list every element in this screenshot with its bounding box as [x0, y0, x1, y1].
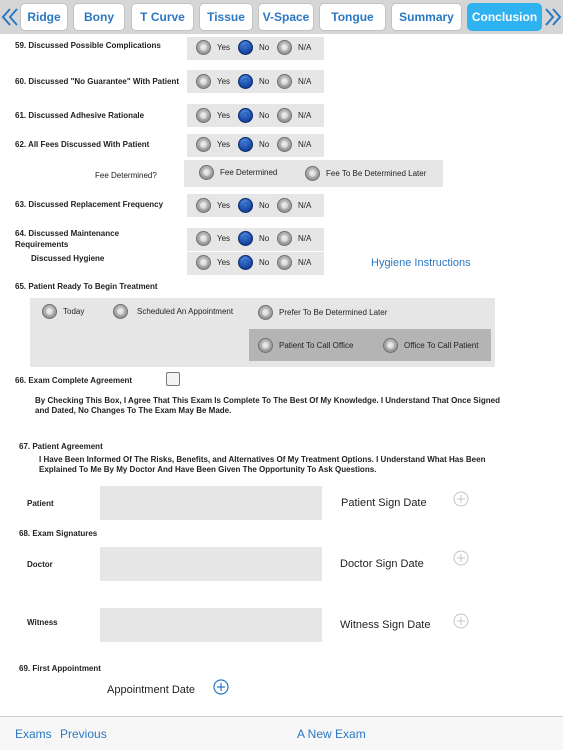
radio-icon	[196, 137, 211, 152]
tab-v-space[interactable]: V-Space	[258, 3, 314, 31]
radio-icon	[277, 40, 292, 55]
q63-no[interactable]: No	[238, 198, 269, 213]
double-chevron-left-icon[interactable]	[0, 6, 20, 28]
tab-bony[interactable]: Bony	[73, 3, 125, 31]
patient-sign-date-label: Patient Sign Date	[341, 497, 427, 509]
radio-icon	[113, 304, 128, 319]
radio-icon	[199, 165, 214, 180]
q66-label: 66. Exam Complete Agreement	[15, 376, 133, 385]
hygiene-instructions-link[interactable]: Hygiene Instructions	[371, 257, 471, 269]
q65-office-call[interactable]: Office To Call Patient	[383, 338, 478, 353]
tab-ridge[interactable]: Ridge	[20, 3, 68, 31]
radio-icon	[42, 304, 57, 319]
radio-selected-icon	[238, 231, 253, 246]
new-exam-link[interactable]: A New Exam	[297, 727, 366, 741]
radio-icon	[277, 74, 292, 89]
q67-agreement-text: I Have Been Informed Of The Risks, Benefits, and Alternatives Of My Treatment Options. I Understand What Has Been Explained To Me By My Doctor And Have Been Given The Opportunity To Ask Questions.	[39, 455, 486, 474]
doctor-signature-field[interactable]	[100, 547, 322, 581]
q60-na[interactable]: N/A	[277, 74, 311, 89]
q65-prefer-later[interactable]: Prefer To Be Determined Later	[258, 305, 387, 320]
q63-na[interactable]: N/A	[277, 198, 311, 213]
radio-icon	[277, 255, 292, 270]
witness-signature-field[interactable]	[100, 608, 322, 642]
radio-icon	[196, 74, 211, 89]
radio-icon	[277, 137, 292, 152]
radio-icon	[258, 305, 273, 320]
witness-date-add-icon[interactable]	[453, 613, 469, 629]
q68-label: 68. Exam Signatures	[19, 529, 98, 538]
q62-label: 62. All Fees Discussed With Patient	[15, 140, 150, 149]
form-scroll-area[interactable]	[0, 34, 563, 716]
q60-no[interactable]: No	[238, 74, 269, 89]
tab-tongue[interactable]: Tongue	[319, 3, 386, 31]
q59-label: 59. Discussed Possible Complications	[15, 41, 161, 50]
radio-icon	[196, 255, 211, 270]
q60-label: 60. Discussed "No Guarantee" With Patient	[15, 77, 179, 86]
hygiene-no[interactable]: No	[238, 255, 269, 270]
q61-na[interactable]: N/A	[277, 108, 311, 123]
q64-yes[interactable]: Yes	[196, 231, 230, 246]
q63-yes[interactable]: Yes	[196, 198, 230, 213]
hygiene-yes[interactable]: Yes	[196, 255, 230, 270]
q61-yes[interactable]: Yes	[196, 108, 230, 123]
q62-no[interactable]: No	[238, 137, 269, 152]
doctor-date-add-icon[interactable]	[453, 550, 469, 566]
tab-summary[interactable]: Summary	[391, 3, 462, 31]
radio-icon	[383, 338, 398, 353]
q61-no[interactable]: No	[238, 108, 269, 123]
appointment-date-label: Appointment Date	[107, 684, 196, 696]
previous-link[interactable]: Previous	[60, 727, 107, 741]
q69-label: 69. First Appointment	[19, 664, 101, 673]
tab-conclusion[interactable]: Conclusion	[467, 3, 542, 31]
radio-icon	[305, 166, 320, 181]
radio-selected-icon	[238, 40, 253, 55]
fee-determined-option[interactable]: Fee Determined	[199, 165, 277, 180]
radio-icon	[196, 231, 211, 246]
radio-icon	[196, 108, 211, 123]
q66-agreement-text: By Checking This Box, I Agree That This Exam Is Complete To The Best Of My Knowledge. I Understand That Once Signed and Dated, No Changes To The Exam May Be Made.	[35, 396, 500, 415]
exams-link[interactable]: Exams	[15, 727, 52, 741]
tab-bar	[0, 0, 563, 34]
radio-icon	[277, 198, 292, 213]
q62-na[interactable]: N/A	[277, 137, 311, 152]
double-chevron-right-icon[interactable]	[543, 6, 563, 28]
radio-selected-icon	[238, 255, 253, 270]
radio-icon	[258, 338, 273, 353]
fee-later-option[interactable]: Fee To Be Determined Later	[305, 166, 426, 181]
radio-icon	[277, 108, 292, 123]
q59-yes[interactable]: Yes	[196, 40, 230, 55]
q65-label: 65. Patient Ready To Begin Treatment	[15, 282, 158, 291]
radio-selected-icon	[238, 137, 253, 152]
q65-patient-call[interactable]: Patient To Call Office	[258, 338, 353, 353]
radio-icon	[196, 40, 211, 55]
tab-t-curve[interactable]: T Curve	[131, 3, 194, 31]
radio-selected-icon	[238, 108, 253, 123]
q61-label: 61. Discussed Adhesive Rationale	[15, 111, 145, 120]
q67-label: 67. Patient Agreement	[19, 442, 103, 451]
hygiene-label: Discussed Hygiene	[31, 254, 105, 263]
radio-icon	[277, 231, 292, 246]
patient-signature-field[interactable]	[100, 486, 322, 520]
patient-signature-label: Patient	[27, 499, 54, 508]
tab-tissue[interactable]: Tissue	[199, 3, 253, 31]
q60-yes[interactable]: Yes	[196, 74, 230, 89]
q65-today[interactable]: Today	[42, 304, 84, 319]
q62-yes[interactable]: Yes	[196, 137, 230, 152]
exam-complete-checkbox[interactable]	[166, 372, 180, 386]
q65-scheduled[interactable]: Scheduled An Appointment	[113, 304, 233, 319]
q59-no[interactable]: No	[238, 40, 269, 55]
appointment-date-add-icon[interactable]	[213, 679, 229, 695]
footer-toolbar	[0, 716, 563, 750]
q64-label: 64. Discussed Maintenance Requirements	[15, 229, 120, 249]
q63-label: 63. Discussed Replacement Frequency	[15, 200, 164, 209]
witness-signature-label: Witness	[27, 618, 58, 627]
q64-no[interactable]: No	[238, 231, 269, 246]
radio-selected-icon	[238, 198, 253, 213]
patient-date-add-icon[interactable]	[453, 491, 469, 507]
witness-sign-date-label: Witness Sign Date	[340, 619, 431, 631]
doctor-signature-label: Doctor	[27, 560, 53, 569]
q59-na[interactable]: N/A	[277, 40, 311, 55]
radio-icon	[196, 198, 211, 213]
doctor-sign-date-label: Doctor Sign Date	[340, 558, 424, 570]
hygiene-na[interactable]: N/A	[277, 255, 311, 270]
q64-na[interactable]: N/A	[277, 231, 311, 246]
fee-determined-label: Fee Determined?	[95, 171, 157, 180]
radio-selected-icon	[238, 74, 253, 89]
